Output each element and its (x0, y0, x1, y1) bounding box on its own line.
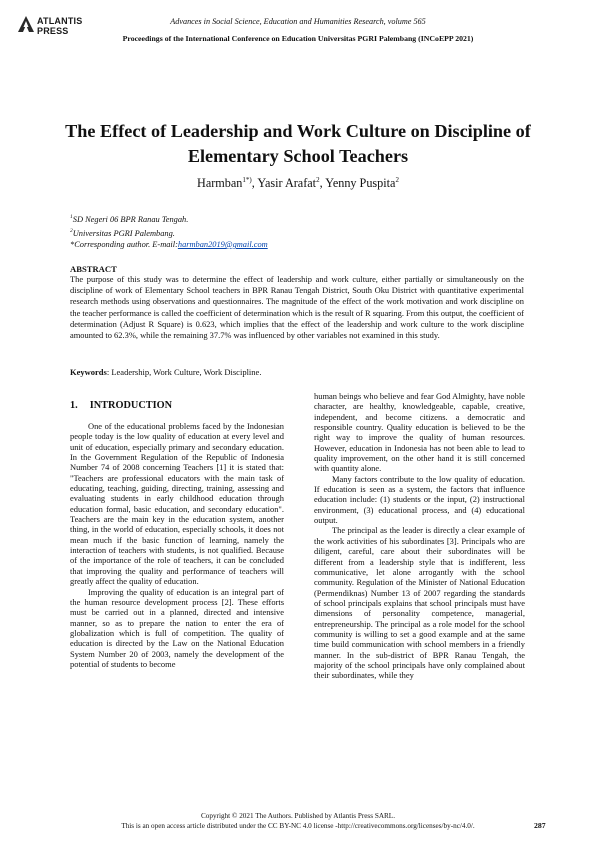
keywords (70, 367, 261, 377)
section-heading (70, 400, 172, 411)
logo-text-line2: PRESS (37, 26, 69, 36)
abstract-text: The purpose of this study was to determine the effect of leadership and work culture, either partially or simultaneously on the discipline of work of Elementary School teachers in BPR Ranau Tengah District, South Oku District with quantitative experimental research methods using observations and questionnaires. The magnitude of the effect of the work motivation and work discipline on the teacher performance is called the coefficient of determination which is the result of R squaring. From this output, the coefficient of determination (Adjust R Square) is 0.623, which implies that the effect of the leadership and work culture to the work discipline amounted to 62.3%, while the remaining 37.7% was influenced by other variables not examined in this study. (70, 274, 524, 341)
paragraph: Many factors contribute to the low quality of education. If education is seen as a system, the factors that influence education include: (1) students or the input, (2) instructional environment, (3) educational process, and (4) educational output. (314, 473, 525, 526)
paper-title: The Effect of Leadership and Work Culture on Discipline of Elementary School Teachers (65, 121, 531, 166)
author-sup: 2 (316, 176, 320, 184)
keywords-text: : Leadership, Work Culture, Work Discipline. (106, 367, 262, 377)
email-link[interactable]: harmban2019@gmail.com (177, 240, 268, 249)
paragraph: One of the educational problems faced by the Indonesian people today is the low quality of education at every level and unit of education, especially primary and secondary education. In the Government Regulation of the Republic of Indonesia Number 74 of 2008 concerning Teachers [1] it is stated that: "Teachers are professional educators with the main task of educating, teaching, guiding, directing, training, assessing and evaluating students in early childhood education through education formal, basic education, and secondary education". Teachers are the main key in the education system, another thing, in the world of education, especially schools, it does not mean much if the basic function of learning, namely the interaction of teachers with students, is not qualified. Because of the importance of the role of teachers, it can be concluded that improving the quality and performance of teachers will greatly affect the quality of education. (70, 421, 284, 587)
series-header: Advances in Social Science, Education and Humanities Research, volume 565 (170, 17, 426, 26)
author-name: Yenny Puspita (325, 176, 396, 191)
affiliations (70, 212, 268, 251)
author-sup: 1*) (242, 176, 252, 184)
paragraph: Improving the quality of education is an integral part of the human resource development process [2]. These efforts must be carried out in a planned, directed and intensive manner, so as to prepare the nation to enter the era of globalization which is full of competition. The quality of education is directed by the Law on the National Education System Number 20 of 2003, namely the development of the potential of students to become (70, 586, 284, 669)
section-title: INTRODUCTION (89, 400, 173, 411)
author-sup: 2 (395, 176, 399, 184)
page-number: 287 (534, 821, 546, 830)
paragraph: The principal as the leader is directly a clear example of the work activities of his subordinates [3]. Principals who are diligent, careful, care about their subordinates will be different from a leadership style that is indifferent, less communicative, let alone arrogantly with the school community. Regulation of the Minister of National Education (Permendiknas) Number 13 of 2007 regarding the standards of school principals explains that school principals must have dimensions of personality competence, managerial, entrepreneurship. The principal as a role model for the school community is willing to set a good example and at the same time build communication with school members in a friendly manner. In the sub-district of BPR Ranau Tengah, the majority of the school principals have only complained about their subordinates, while they (314, 525, 525, 681)
affiliation-item: $^2$Universitas PGRI Palembang. (70, 227, 175, 238)
author-list: Harmban$^{1*)}$, Yasir Arafat$^2$, Yenny Puspita$^2$ (197, 176, 399, 191)
paragraph-continuation: human beings who believe and fear God Almighty, have noble character, are healthy, knowledgeable, capable, creative, independent, and become citizens. a democratic and responsible country. Quality education is believed to be the right way to improve the quality of human resources. However, education in Indonesia has not been able to lead to quality improvement, on the other hand it is still concerned with quantity alone. (314, 391, 525, 474)
footer-license: This is an open access article distributed under the CC BY-NC 4.0 license -http://creativecommons.org/licenses/by-nc/4.0/. (121, 822, 475, 830)
logo-text-line1: ATLANTIS (37, 16, 83, 26)
section-number: 1. (70, 400, 78, 411)
left-column (70, 421, 284, 669)
right-column (314, 391, 525, 681)
proceedings-header: Proceedings of the International Conference on Education Universitas PGRI Palembang (INCoEPP 2021) (122, 34, 474, 43)
corresponding-author: *Corresponding author. E-mail:harmban2019@gmail.com (70, 240, 268, 249)
keywords-label: Keywords (70, 367, 107, 377)
author-name: Harmban (197, 176, 243, 191)
footer-copyright: Copyright © 2021 The Authors. Published by Atlantis Press SARL. (200, 812, 395, 820)
author-name: Yasir Arafat (257, 176, 317, 191)
affiliation-item: $^1$SD Negeri 06 BPR Ranau Tengah. (70, 214, 189, 224)
abstract-heading: ABSTRACT (70, 264, 117, 274)
